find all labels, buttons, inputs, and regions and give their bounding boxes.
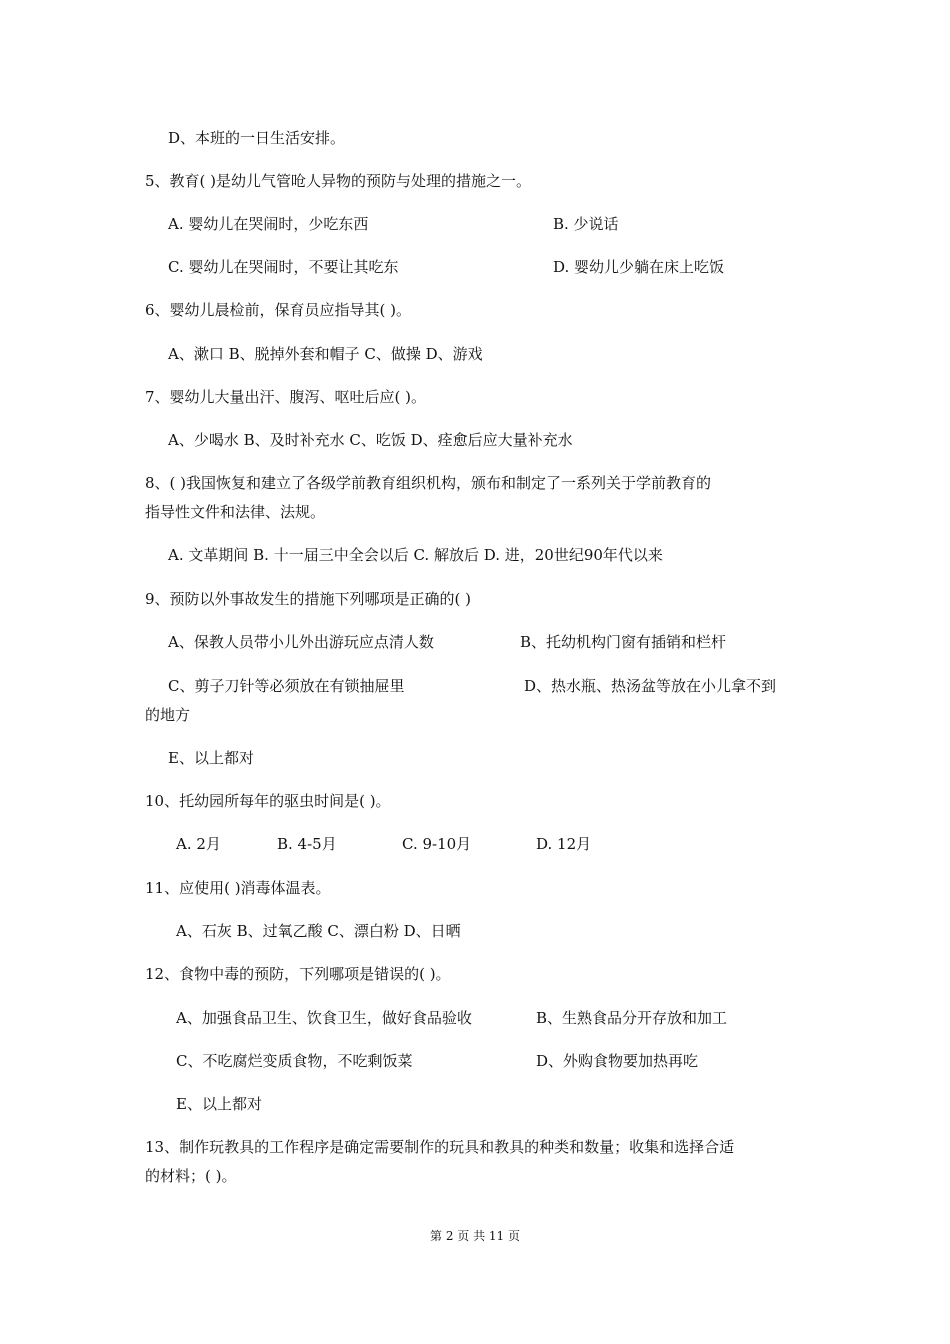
q9-option-a: A、保教人员带小儿外出游玩应点清人数 (168, 633, 434, 651)
q9-option-b: B、托幼机构门窗有插销和栏杆 (520, 633, 727, 651)
q9-option-e: E、以上都对 (168, 749, 254, 767)
q12-option-b: B、生熟食品分开存放和加工 (536, 1009, 728, 1027)
page-footer: 第 2 页 共 11 页 (430, 1229, 520, 1243)
q13-stem-line1: 13、制作玩教具的工作程序是确定需要制作的玩具和教具的种类和数量；收集和选择合适 (145, 1138, 735, 1156)
q5-option-b: B. 少说话 (553, 215, 619, 233)
q9-option-c: C、剪子刀针等必须放在有锁抽屉里 (168, 677, 405, 695)
q7-stem: 7、婴幼儿大量出汗、腹泻、呕吐后应( )。 (145, 388, 427, 406)
q10-option-c: C. 9-10月 (402, 835, 472, 853)
q5-option-c: C. 婴幼儿在哭闹时，不要让其吃东 (168, 258, 399, 276)
q8-stem-line1: 8、( )我国恢复和建立了各级学前教育组织机构，颁布和制定了一系列关于学前教育的 (145, 474, 712, 492)
q5-stem: 5、教育( )是幼儿气管呛人异物的预防与处理的措施之一。 (145, 172, 532, 190)
q12-stem: 12、食物中毒的预防，下列哪项是错误的( )。 (145, 965, 451, 983)
q10-option-d: D. 12月 (536, 835, 592, 853)
q11-stem: 11、应使用( )消毒体温表。 (145, 879, 331, 897)
q9-option-d-line1: D、热水瓶、热汤盆等放在小儿拿不到 (524, 677, 777, 695)
q9-stem: 9、预防以外事故发生的措施下列哪项是正确的( ) (145, 590, 472, 608)
q12-option-e: E、以上都对 (176, 1095, 262, 1113)
q12-option-a: A、加强食品卫生、饮食卫生，做好食品验收 (176, 1009, 472, 1027)
q8-options: A. 文革期间 B. 十一届三中全会以后 C. 解放后 D. 进，20世纪90年代以来 (168, 546, 663, 564)
q10-option-b: B. 4-5月 (277, 835, 337, 853)
q5-option-a: A. 婴幼儿在哭闹时，少吃东西 (168, 215, 369, 233)
q12-option-d: D、外购食物要加热再吃 (536, 1052, 699, 1070)
q10-option-a: A. 2月 (176, 835, 221, 853)
q4-option-d: D、本班的一日生活安排。 (168, 129, 346, 147)
q13-stem-line2: 的材料；( )。 (145, 1167, 237, 1185)
q10-stem: 10、托幼园所每年的驱虫时间是( )。 (145, 792, 391, 810)
q11-options: A、石灰 B、过氧乙酸 C、漂白粉 D、日晒 (176, 922, 461, 940)
q12-option-c: C、不吃腐烂变质食物，不吃剩饭菜 (176, 1052, 413, 1070)
q9-option-d-line2: 的地方 (145, 706, 191, 724)
q7-options: A、少喝水 B、及时补充水 C、吃饭 D、痊愈后应大量补充水 (168, 431, 573, 449)
q8-stem-line2: 指导性文件和法律、法规。 (145, 503, 326, 521)
q5-option-d: D. 婴幼儿少躺在床上吃饭 (553, 258, 725, 276)
q6-options: A、漱口 B、脱掉外套和帽子 C、做操 D、游戏 (168, 345, 483, 363)
q6-stem: 6、婴幼儿晨检前，保育员应指导其( )。 (145, 301, 412, 319)
